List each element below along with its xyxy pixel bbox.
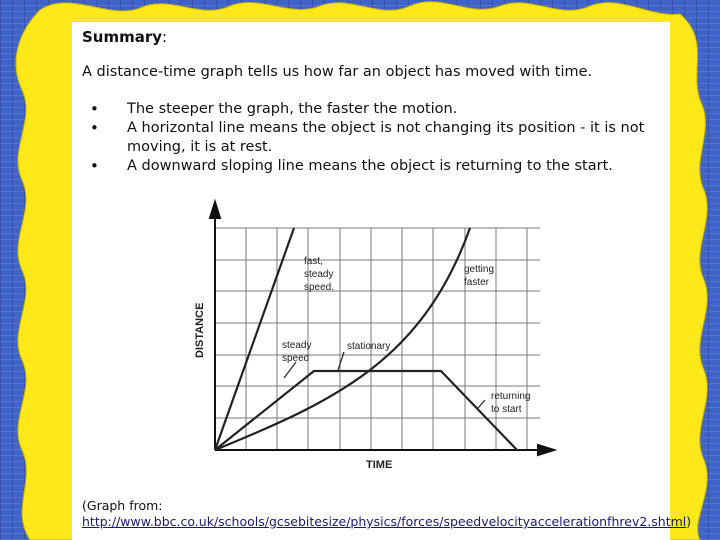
bullet-item: • A horizontal line means the object is not changing its position - it is not moving, it is at rest.: [82, 119, 664, 157]
fast-label: fast,: [304, 256, 323, 267]
fast-speed-line: [215, 228, 294, 450]
y-axis-label: DISTANCE: [194, 302, 206, 358]
summary-sheet: [72, 22, 692, 540]
stationary-label: stationary: [347, 341, 391, 352]
heading-colon: :: [162, 28, 168, 46]
source-link[interactable]: http://www.bbc.co.uk/schools/gcsebitesize/physics/forces/speedvelocityaccelerationfhrev2.shtml: [82, 514, 687, 529]
source-intro: (Graph from:: [82, 498, 163, 513]
getting-faster-label: faster: [464, 277, 490, 288]
y-axis-arrow-icon: [210, 202, 220, 218]
returning-label: to start: [491, 404, 522, 415]
x-axis-label: TIME: [366, 459, 393, 471]
graph-curves: [215, 228, 517, 450]
source-citation: [82, 498, 691, 530]
x-axis-arrow-icon: [538, 445, 554, 455]
steady-label: speed: [282, 353, 310, 364]
source-close: ): [686, 514, 692, 529]
graph-axes: [210, 202, 554, 455]
getting-faster-label: getting: [464, 264, 495, 275]
fast-label: speed.: [304, 282, 335, 293]
source-line: [82, 514, 691, 530]
heading-text: Summary: [82, 28, 163, 46]
graph-pointers: [284, 352, 485, 408]
graph-grid: [215, 228, 540, 450]
steady-then-stationary-line: [215, 371, 517, 450]
bullet-item: • The steeper the graph, the faster the motion.: [82, 100, 664, 119]
fast-label: steady: [304, 269, 334, 280]
bullet-item: • A downward sloping line means the object is returning to the start.: [82, 157, 664, 176]
returning-label: returning: [491, 391, 531, 402]
steady-label: steady: [282, 340, 312, 351]
distance-time-graph: [72, 22, 670, 540]
getting-faster-curve: [215, 228, 470, 450]
intro-text: A distance-time graph tells us how far an object has moved with time.: [82, 64, 593, 80]
